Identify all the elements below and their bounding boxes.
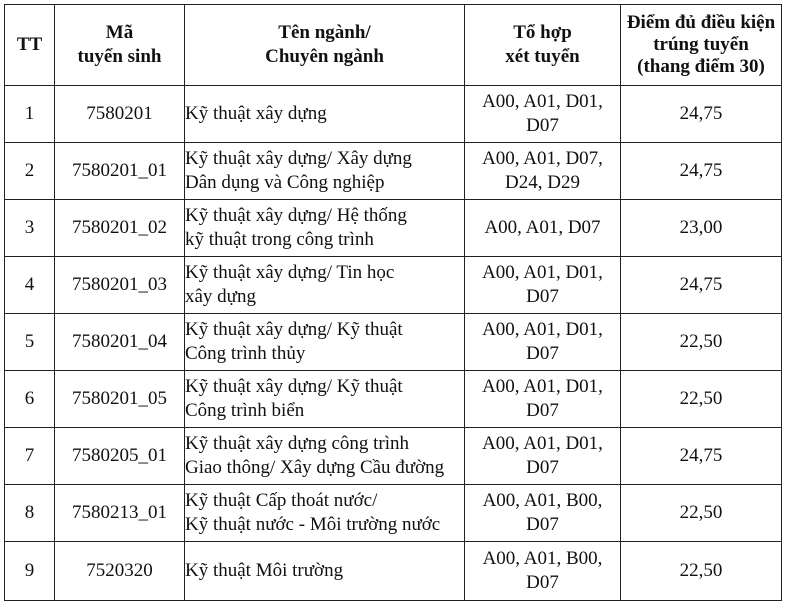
header-tt (5, 5, 55, 86)
header-code-line: Mã (105, 22, 134, 43)
cell-combo (465, 314, 621, 371)
cell-score: 22,50 (621, 485, 782, 542)
major-line: Kỹ thuật xây dựng/ Kỹ thuật (185, 376, 403, 397)
table-row (5, 200, 782, 257)
cell-code: 7580201_04 (55, 314, 185, 371)
header-combo-line: Tổ hợp (513, 22, 572, 43)
header-major-line: Tên ngành/ (278, 22, 371, 43)
cell-combo (465, 542, 621, 601)
combo-line: A00, A01, D01, (482, 319, 603, 340)
combo-line: A00, A01, B00, (482, 548, 603, 569)
table-row (5, 428, 782, 485)
major-line: kỹ thuật trong công trình (185, 229, 374, 250)
cell-major (185, 314, 465, 371)
cell-code: 7580201_03 (55, 257, 185, 314)
combo-line: D07 (526, 115, 559, 136)
table-row (5, 257, 782, 314)
combo-line: D07 (526, 286, 559, 307)
cell-code: 7520320 (55, 542, 185, 601)
cell-score: 24,75 (621, 86, 782, 143)
major-line: Kỹ thuật xây dựng (185, 103, 327, 124)
cell-combo (465, 86, 621, 143)
combo-line: A00, A01, D01, (482, 376, 603, 397)
cell-code: 7580213_01 (55, 485, 185, 542)
cell-combo (465, 428, 621, 485)
cell-combo (465, 143, 621, 200)
major-line: Kỹ thuật xây dựng/ Kỹ thuật (185, 319, 403, 340)
combo-line: A00, A01, D01, (482, 433, 603, 454)
table-row (5, 314, 782, 371)
cell-combo (465, 257, 621, 314)
cell-score: 22,50 (621, 371, 782, 428)
cell-major (185, 143, 465, 200)
header-combo-line: xét tuyển (505, 46, 580, 67)
cell-combo (465, 371, 621, 428)
header-code-line: tuyển sinh (77, 46, 162, 67)
table-header (5, 5, 782, 86)
cell-code: 7580201_01 (55, 143, 185, 200)
cell-major (185, 542, 465, 601)
table-row (5, 86, 782, 143)
combo-line: A00, A01, D07 (484, 217, 601, 238)
table-row (5, 485, 782, 542)
header-major-line: Chuyên ngành (265, 46, 384, 67)
header-major (185, 5, 465, 86)
major-line: Kỹ thuật xây dựng/ Hệ thống (185, 205, 407, 226)
combo-line: A00, A01, D01, (482, 91, 603, 112)
major-line: Công trình thủy (185, 343, 306, 364)
table-row (5, 371, 782, 428)
header-combo (465, 5, 621, 86)
cell-major (185, 257, 465, 314)
header-code (55, 5, 185, 86)
combo-line: D07 (526, 400, 559, 421)
combo-line: D07 (526, 457, 559, 478)
cell-major (185, 86, 465, 143)
cell-tt: 3 (5, 200, 55, 257)
cell-score: 24,75 (621, 257, 782, 314)
cell-major (185, 428, 465, 485)
cell-major (185, 200, 465, 257)
combo-line: D07 (526, 343, 559, 364)
major-line: Kỹ thuật Cấp thoát nước/ (185, 490, 378, 511)
header-score (621, 5, 782, 86)
major-line: Kỹ thuật xây dựng/ Tin học (185, 262, 395, 283)
cell-score: 22,50 (621, 314, 782, 371)
major-line: Kỹ thuật xây dựng công trình (185, 433, 410, 454)
combo-line: D07 (526, 572, 559, 593)
cell-tt: 7 (5, 428, 55, 485)
header-row (5, 5, 782, 86)
cell-code: 7580201_05 (55, 371, 185, 428)
cell-tt: 8 (5, 485, 55, 542)
cell-tt: 1 (5, 86, 55, 143)
header-score-line: trúng tuyển (653, 34, 749, 55)
major-line: Kỹ thuật nước - Môi trường nước (185, 514, 441, 535)
major-line: Kỹ thuật Môi trường (185, 560, 344, 581)
combo-line: D24, D29 (505, 172, 580, 193)
cell-combo (465, 485, 621, 542)
table-row (5, 542, 782, 601)
combo-line: D07 (526, 514, 559, 535)
cell-tt: 2 (5, 143, 55, 200)
table-body (5, 86, 782, 601)
cell-combo (465, 200, 621, 257)
cell-code: 7580205_01 (55, 428, 185, 485)
cell-score: 24,75 (621, 428, 782, 485)
cell-score: 24,75 (621, 143, 782, 200)
header-tt-line: TT (16, 34, 43, 55)
cell-tt: 9 (5, 542, 55, 601)
cell-score: 22,50 (621, 542, 782, 601)
major-line: xây dựng (185, 286, 256, 307)
major-line: Kỹ thuật xây dựng/ Xây dựng (185, 148, 412, 169)
admission-scores-table (4, 4, 782, 601)
major-line: Dân dụng và Công nghiệp (185, 172, 385, 193)
header-score-line: (thang điểm 30) (637, 56, 765, 77)
cell-tt: 4 (5, 257, 55, 314)
combo-line: A00, A01, B00, (482, 490, 603, 511)
major-line: Công trình biển (185, 400, 305, 421)
combo-line: A00, A01, D01, (482, 262, 603, 283)
cell-tt: 5 (5, 314, 55, 371)
cell-major (185, 485, 465, 542)
cell-tt: 6 (5, 371, 55, 428)
cell-code: 7580201 (55, 86, 185, 143)
header-score-line: Điểm đủ điều kiện (626, 12, 776, 33)
cell-code: 7580201_02 (55, 200, 185, 257)
cell-score: 23,00 (621, 200, 782, 257)
table-row (5, 143, 782, 200)
major-line: Giao thông/ Xây dựng Cầu đường (185, 457, 445, 478)
combo-line: A00, A01, D07, (482, 148, 603, 169)
cell-major (185, 371, 465, 428)
